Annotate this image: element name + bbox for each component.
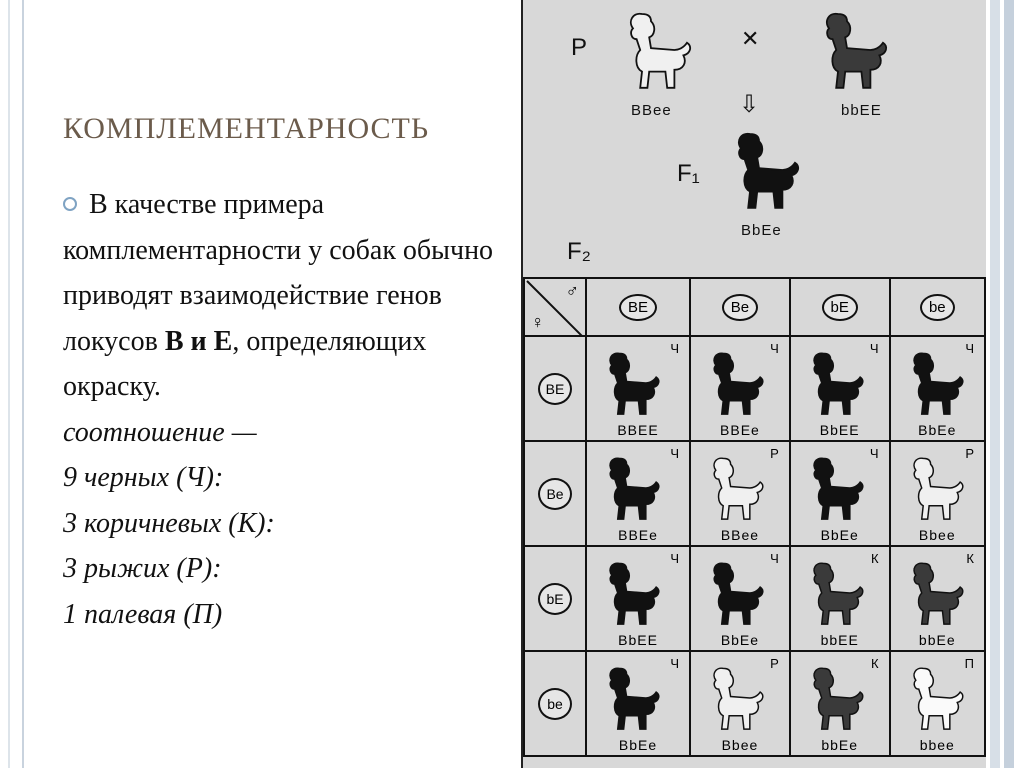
punnett-cell [586, 336, 690, 441]
punnett-cell [690, 336, 790, 441]
parent1-dog-icon [615, 4, 705, 96]
left-decoration [0, 0, 24, 768]
dog-icon [901, 345, 975, 421]
punnett-cell [690, 546, 790, 651]
parent2-dog-icon [811, 4, 901, 96]
punnett-cell [586, 651, 690, 756]
slide-body [63, 182, 503, 637]
punnett-cell [690, 651, 790, 756]
cross-icon: ✕ [741, 26, 760, 51]
dog-icon [801, 450, 875, 526]
intro-text-2: определяющих окраску. [63, 325, 427, 402]
cell-genotype: BbEE [819, 422, 860, 438]
slide-title: КОМПЛЕМЕНТАРНОСТЬ [63, 112, 430, 145]
right-decoration [984, 0, 1024, 768]
punnett-cell [890, 336, 985, 441]
dog-icon [701, 345, 775, 421]
f2-label: F₂ [567, 238, 591, 265]
phenotype-mark: Ч [869, 446, 879, 461]
row-gamete-4: be [524, 651, 586, 756]
bullet-icon [63, 197, 77, 211]
phenotype-mark: Ч [670, 656, 680, 671]
cell-genotype: Bbee [721, 737, 759, 753]
cell-genotype: Bbee [918, 527, 956, 543]
dog-icon [597, 660, 671, 736]
col-gamete-3: bE [790, 278, 890, 336]
intro-text: В качестве примера комплементарности у собак обычно приводят взаимодействие генов локусов [63, 189, 494, 357]
dog-icon [801, 660, 875, 736]
cell-genotype: bbEe [918, 632, 956, 648]
punnett-cell [790, 441, 890, 546]
phenotype-mark: К [870, 551, 879, 566]
ratio-pale: 1 палевая (П) [63, 598, 223, 630]
col-gamete-4: be [890, 278, 985, 336]
arrow-down-icon: ⇩ [739, 91, 760, 118]
phenotype-mark: Ч [770, 551, 779, 566]
cell-genotype: BBee [720, 527, 760, 543]
f1-dog-icon [723, 120, 813, 220]
ratio-brown: 3 коричневых (К): [63, 507, 275, 539]
cell-genotype: bbEe [821, 737, 859, 753]
phenotype-mark: Ч [770, 341, 779, 356]
dog-icon [597, 345, 671, 421]
comma: , [232, 325, 240, 357]
dog-icon [701, 450, 775, 526]
cell-genotype: BbEE [618, 632, 658, 648]
dog-icon [801, 555, 875, 631]
ratio-black: 9 черных (Ч): [63, 462, 224, 493]
punnett-cell [890, 651, 985, 756]
dog-icon [701, 660, 775, 736]
punnett-cell [790, 546, 890, 651]
f1-genotype: BbEe [741, 222, 782, 239]
col-gamete-2: Be [690, 278, 790, 336]
punnett-cell [890, 441, 985, 546]
f1-label: F₁ [677, 160, 700, 187]
col-gamete-1: BE [586, 278, 690, 336]
p-label: P [571, 34, 588, 61]
male-icon: ♂ [565, 281, 579, 301]
cell-genotype: BbEe [918, 422, 957, 438]
dog-icon [597, 555, 671, 631]
punnett-cell [890, 546, 985, 651]
female-icon: ♀ [531, 312, 545, 332]
phenotype-mark: К [966, 551, 974, 566]
row-gamete-2: Be [524, 441, 586, 546]
punnett-square [523, 277, 986, 757]
row-gamete-3: bE [524, 546, 586, 651]
phenotype-mark: Ч [670, 446, 680, 461]
loci-bold: B и E [164, 325, 233, 357]
phenotype-mark: Р [965, 446, 974, 461]
dog-icon [901, 660, 975, 736]
phenotype-mark: Ч [869, 341, 879, 356]
dog-icon [597, 450, 671, 526]
punnett-cell [690, 441, 790, 546]
cross-diagram [521, 0, 986, 768]
parent2-genotype: bbEE [841, 102, 882, 119]
dog-icon [801, 345, 875, 421]
dog-icon [701, 555, 775, 631]
ratio-label: соотношение — [63, 416, 257, 448]
parent1-genotype: BBee [631, 102, 672, 119]
punnett-cell [586, 441, 690, 546]
phenotype-mark: Р [770, 656, 779, 671]
punnett-cell [790, 336, 890, 441]
punnett-cell [586, 546, 690, 651]
phenotype-mark: П [964, 656, 974, 671]
cell-genotype: BBEe [618, 527, 658, 543]
cell-genotype: bbEE [820, 632, 859, 648]
dog-icon [901, 555, 975, 631]
cell-genotype: BbEe [618, 737, 658, 753]
ratio-red: 3 рыжих (Р): [63, 553, 222, 584]
cell-genotype: BbEe [720, 632, 760, 648]
corner-cell [524, 278, 586, 336]
cell-genotype: BbEe [820, 527, 859, 543]
phenotype-mark: Ч [670, 341, 680, 356]
cell-genotype: BBEe [720, 422, 760, 438]
phenotype-mark: Р [770, 446, 779, 461]
phenotype-mark: К [870, 656, 879, 671]
phenotype-mark: Ч [670, 551, 680, 566]
row-gamete-1: BE [524, 336, 586, 441]
phenotype-mark: Ч [965, 341, 974, 356]
cell-genotype: bbee [919, 737, 955, 753]
punnett-cell [790, 651, 890, 756]
dog-icon [901, 450, 975, 526]
cell-genotype: BBEE [617, 422, 659, 438]
